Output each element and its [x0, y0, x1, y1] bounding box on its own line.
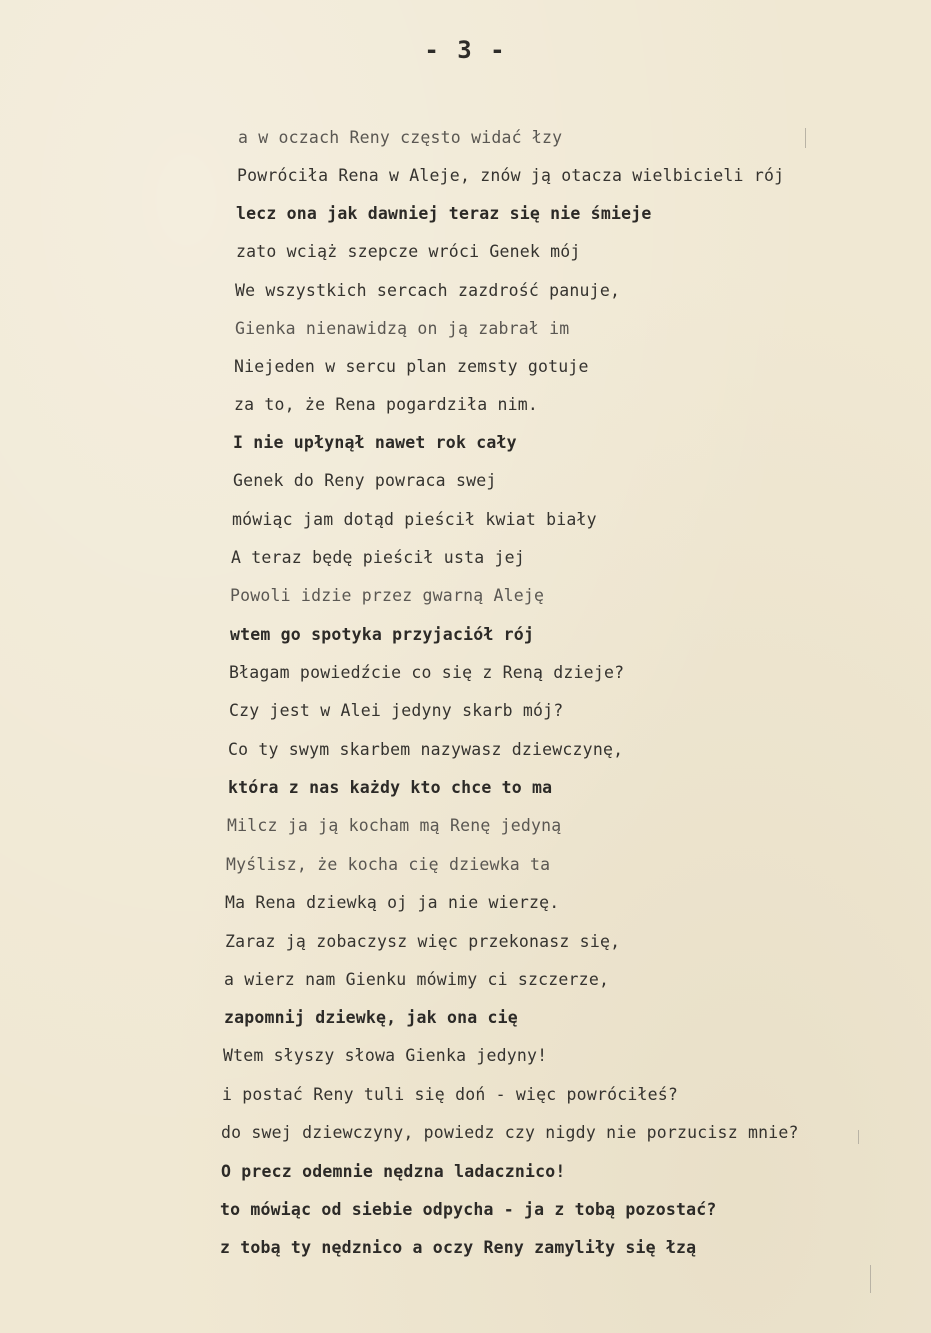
- text-line: Wtem słyszy słowa Gienka jedyny!: [223, 1046, 548, 1065]
- text-line: z tobą ty nędznico a oczy Reny zamyliły się łzą: [220, 1238, 697, 1257]
- text-line: wtem go spotyka przyjaciół rój: [230, 625, 535, 644]
- text-line: to mówiąc od siebie odpycha - ja z tobą pozostać?: [220, 1200, 717, 1219]
- text-line: Milcz ja ją kocham mą Renę jedyną: [227, 816, 562, 835]
- text-line: Genek do Reny powraca swej: [233, 471, 497, 490]
- text-line: a wierz nam Gienku mówimy ci szczerze,: [224, 970, 610, 989]
- text-line: O precz odemnie nędzna ladacznico!: [221, 1162, 566, 1181]
- paper-mark: [805, 128, 806, 148]
- text-line: zato wciąż szepcze wróci Genek mój: [236, 242, 581, 261]
- text-line: We wszystkich sercach zazdrość panuje,: [235, 281, 621, 300]
- paper-mark: [858, 1130, 859, 1144]
- text-line: zapomnij dziewkę, jak ona cię: [224, 1008, 518, 1027]
- text-line: za to, że Rena pogardziła nim.: [234, 395, 539, 414]
- text-line: Myślisz, że kocha cię dziewka ta: [226, 855, 551, 874]
- text-line: mówiąc jam dotąd pieścił kwiat biały: [232, 510, 597, 529]
- text-line: i postać Reny tuli się doń - więc powróciłeś?: [222, 1085, 679, 1104]
- text-line: Powoli idzie przez gwarną Aleję: [230, 586, 545, 605]
- text-line: I nie upłynął nawet rok cały: [233, 433, 517, 452]
- paper-mark: [870, 1265, 871, 1293]
- text-line: Niejeden w sercu plan zemsty gotuje: [234, 357, 589, 376]
- text-line: Ma Rena dziewką oj ja nie wierzę.: [225, 893, 560, 912]
- text-line: do swej dziewczyny, powiedz czy nigdy nie porzucisz mnie?: [221, 1123, 799, 1142]
- text-line: która z nas każdy kto chce to ma: [228, 778, 553, 797]
- text-line: Co ty swym skarbem nazywasz dziewczynę,: [228, 740, 624, 759]
- text-line: a w oczach Reny często widać łzy: [238, 128, 563, 147]
- text-line: lecz ona jak dawniej teraz się nie śmieje: [236, 204, 652, 223]
- text-line: Błagam powiedźcie co się z Reną dzieje?: [229, 663, 625, 682]
- text-line: Powróciła Rena w Aleje, znów ją otacza wielbicieli rój: [237, 166, 785, 185]
- text-line: Zaraz ją zobaczysz więc przekonasz się,: [225, 932, 621, 951]
- text-line: Gienka nienawidzą on ją zabrał im: [235, 319, 570, 338]
- text-line: A teraz będę pieścił usta jej: [231, 548, 525, 567]
- text-line: Czy jest w Alei jedyny skarb mój?: [229, 701, 564, 720]
- page-number: - 3 -: [424, 36, 507, 64]
